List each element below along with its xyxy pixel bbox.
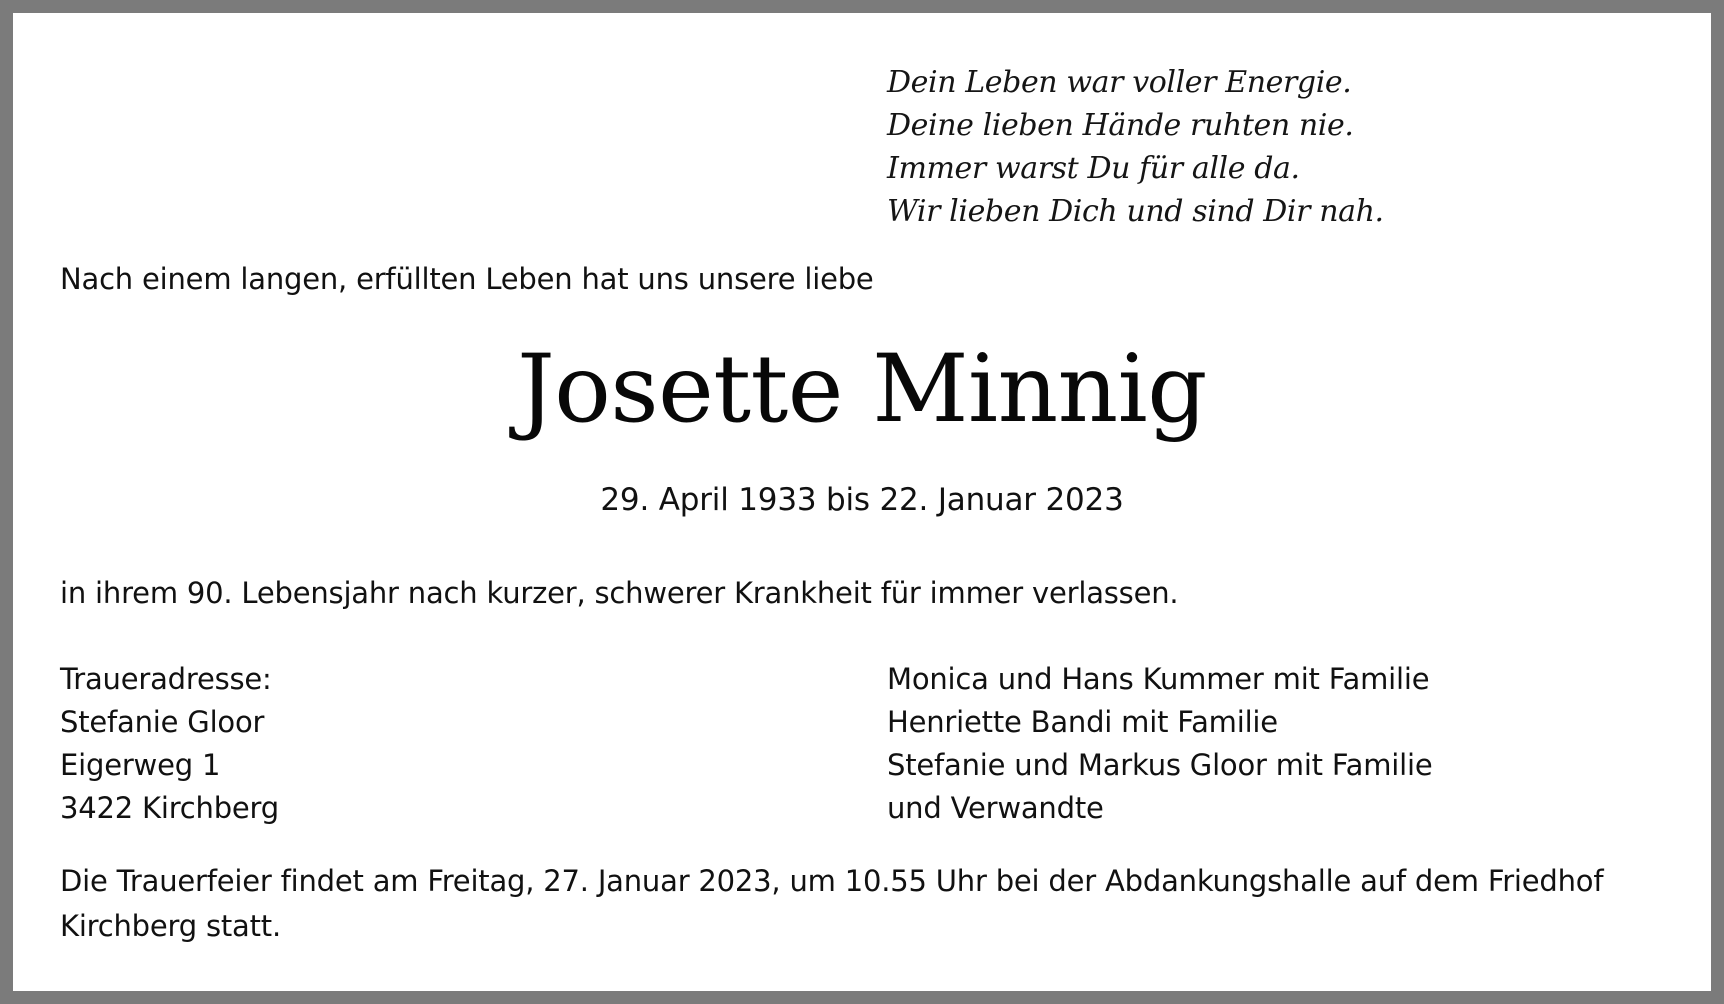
family-line: Monica und Hans Kummer mit Familie (887, 662, 1430, 696)
ceremony-info (60, 859, 1603, 949)
address-city: 3422 Kirchberg (60, 791, 279, 825)
ceremony-line: Die Trauerfeier findet am Freitag, 27. Januar 2023, um 10.55 Uhr bei der Abdankungshalle auf dem Friedhof (60, 864, 1604, 898)
poem (887, 61, 1384, 233)
mourning-address (60, 658, 279, 830)
farewell-text: in ihrem 90. Lebensjahr nach kurzer, schwerer Krankheit für immer verlassen. (60, 576, 1179, 610)
family-line: Henriette Bandi mit Familie (887, 705, 1278, 739)
deceased-name: Josette Minnig (517, 335, 1207, 444)
life-dates: 29. April 1933 bis 22. Januar 2023 (600, 482, 1124, 518)
address-label: Traueradresse: (60, 662, 272, 696)
poem-line: Immer warst Du für alle da. (887, 151, 1300, 186)
poem-line: Dein Leben war voller Energie. (887, 65, 1352, 100)
address-name: Stefanie Gloor (60, 705, 265, 739)
obituary-sheet (13, 13, 1711, 991)
ceremony-line: Kirchberg statt. (60, 909, 281, 943)
family-list (887, 658, 1433, 830)
address-street: Eigerweg 1 (60, 748, 221, 782)
family-line: und Verwandte (887, 791, 1104, 825)
intro-text: Nach einem langen, erfüllten Leben hat uns unsere liebe (60, 262, 874, 296)
poem-line: Deine lieben Hände ruhten nie. (887, 108, 1354, 143)
family-line: Stefanie und Markus Gloor mit Familie (887, 748, 1433, 782)
poem-line: Wir lieben Dich und sind Dir nah. (887, 194, 1384, 229)
